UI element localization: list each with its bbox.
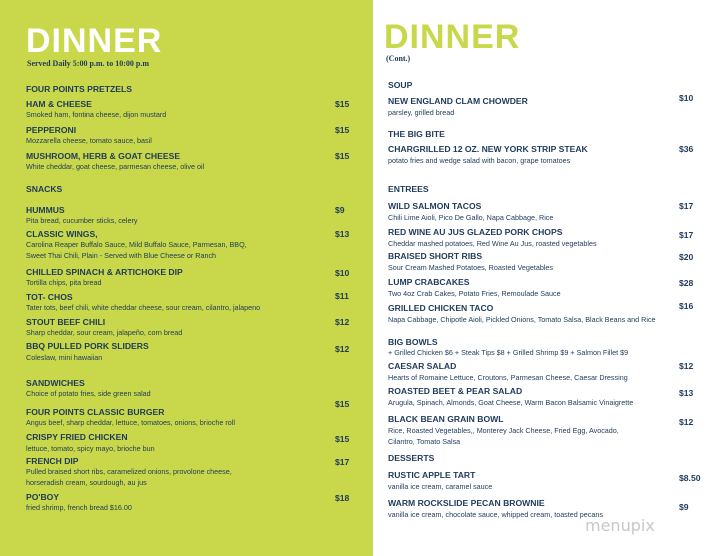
item-price: $12 bbox=[679, 361, 694, 371]
item-price: $13 bbox=[335, 229, 350, 239]
section-entrees: ENTREES bbox=[388, 184, 429, 194]
item-name: HUMMUS bbox=[26, 205, 65, 215]
item-price: $10 bbox=[679, 93, 694, 103]
item-name: CHILLED SPINACH & ARTICHOKE DIP bbox=[26, 267, 183, 277]
item-name: CLASSIC WINGS, bbox=[26, 229, 98, 239]
item-desc: Arugula, Spinach, Almonds, Goat Cheese, Warm Bacon Balsamic Vinaigrette bbox=[388, 398, 634, 407]
item-desc: Sweet Thai Chili, Plain - Served with Blue Cheese or Ranch bbox=[26, 251, 217, 260]
item-desc: Pita bread, cucumber sticks, celery bbox=[26, 216, 138, 225]
item-desc: Carolina Reaper Buffalo Sauce, Mild Buffalo Sauce, Parmesan, BBQ, bbox=[26, 240, 247, 249]
section-pretzels: FOUR POINTS PRETZELS bbox=[26, 84, 132, 94]
item-desc: fried shrimp, french bread $16.00 bbox=[26, 503, 132, 512]
item-price: $15 bbox=[335, 151, 350, 161]
item-desc: Sour Cream Mashed Potatoes, Roasted Vegetables bbox=[388, 263, 554, 272]
right-panel bbox=[373, 0, 720, 556]
cont-subtitle: (Cont.) bbox=[386, 54, 411, 63]
item-name: FRENCH DIP bbox=[26, 456, 79, 466]
item-desc: Smoked ham, fontina cheese, dijon mustard bbox=[26, 110, 167, 119]
item-name: BRAISED SHORT RIBS bbox=[388, 251, 483, 261]
item-desc: parsley, grilled bread bbox=[388, 108, 455, 117]
item-name: ROASTED BEET & PEAR SALAD bbox=[388, 386, 523, 396]
item-name: MUSHROOM, HERB & GOAT CHEESE bbox=[26, 151, 181, 161]
item-name: WARM ROCKSLIDE PECAN BROWNIE bbox=[388, 498, 545, 508]
item-price: $16 bbox=[679, 301, 694, 311]
item-desc: Mozzarella cheese, tomato sauce, basil bbox=[26, 136, 152, 145]
item-desc: Pulled braised short ribs, caramelized onions, provolone cheese, bbox=[26, 467, 232, 476]
item-name: CAESAR SALAD bbox=[388, 361, 457, 371]
hours-subtitle: Served Daily 5:00 p.m. to 10:00 p.m bbox=[27, 59, 149, 68]
item-name: GRILLED CHICKEN TACO bbox=[388, 303, 494, 313]
item-desc: vanilla ice cream, chocolate sauce, whipped cream, toasted pecans bbox=[388, 510, 603, 519]
item-price: $20 bbox=[679, 252, 694, 262]
item-name: RUSTIC APPLE TART bbox=[388, 470, 476, 480]
item-desc: vanilla ice cream, caramel sauce bbox=[388, 482, 493, 491]
item-desc: Cilantro, Tomato Salsa bbox=[388, 437, 461, 446]
item-desc: horseradish cream, sourdough, au jus bbox=[26, 478, 147, 487]
menupix-watermark: menupix bbox=[585, 516, 655, 535]
item-price: $15 bbox=[335, 399, 350, 409]
item-price: $17 bbox=[679, 201, 694, 211]
item-price: $9 bbox=[335, 205, 345, 215]
item-desc: Napa Cabbage, Chipotle Aioli, Pickled Onions, Tomato Salsa, Black Beans and Rice bbox=[388, 315, 656, 324]
item-desc: lettuce, tomato, spicy mayo, brioche bun bbox=[26, 444, 155, 453]
item-price: $12 bbox=[335, 317, 350, 327]
section-soup: SOUP bbox=[388, 80, 413, 90]
item-desc: Two 4oz Crab Cakes, Potato Fries, Remoulade Sauce bbox=[388, 289, 561, 298]
menu-title-cont: DINNER bbox=[384, 18, 521, 56]
section-note: + Grilled Chicken $6 + Steak Tips $8 + Grilled Shrimp $9 + Salmon Fillet $9 bbox=[388, 348, 629, 357]
section-note: Choice of potato fries, side green salad bbox=[26, 389, 151, 398]
item-desc: potato fries and wedge salad with bacon, grape tomatoes bbox=[388, 156, 571, 165]
item-name: FOUR POINTS CLASSIC BURGER bbox=[26, 407, 165, 417]
item-name: PO'BOY bbox=[26, 492, 60, 502]
item-price: $10 bbox=[335, 268, 350, 278]
item-desc: Coleslaw, mini hawaiian bbox=[26, 353, 103, 362]
item-name: PEPPERONI bbox=[26, 125, 77, 135]
item-desc: Sharp cheddar, sour cream, jalapeño, corn bread bbox=[26, 328, 183, 337]
item-desc: Angus beef, sharp cheddar, lettuce, tomatoes, onions, brioche roll bbox=[26, 418, 235, 427]
item-name: RED WINE AU JUS GLAZED PORK CHOPS bbox=[388, 227, 563, 237]
item-price: $17 bbox=[335, 457, 350, 467]
item-price: $15 bbox=[335, 125, 350, 135]
item-desc: Hearts of Romaine Lettuce, Croutons, Parmesan Cheese, Caesar Dressing bbox=[388, 373, 628, 382]
item-desc: Tater tots, beef chili, white cheddar cheese, sour cream, cilantro, jalapeno bbox=[26, 303, 261, 312]
item-name: BLACK BEAN GRAIN BOWL bbox=[388, 414, 504, 424]
item-desc: Chili Lime Aioli, Pico De Gallo, Napa Cabbage, Rice bbox=[388, 213, 554, 222]
item-price: $12 bbox=[679, 417, 694, 427]
section-bowls: BIG BOWLS bbox=[388, 337, 438, 347]
item-name: CHARGRILLED 12 OZ. NEW YORK STRIP STEAK bbox=[388, 144, 588, 154]
item-desc: Tortilla chips, pita bread bbox=[26, 278, 102, 287]
item-desc: White cheddar, goat cheese, parmesan cheese, olive oil bbox=[26, 162, 205, 171]
item-price: $15 bbox=[335, 99, 350, 109]
section-snacks: SNACKS bbox=[26, 184, 63, 194]
item-name: WILD SALMON TACOS bbox=[388, 201, 482, 211]
item-price: $12 bbox=[335, 344, 350, 354]
item-price: $11 bbox=[335, 291, 349, 301]
item-price: $28 bbox=[679, 278, 694, 288]
item-desc: Rice, Roasted Vegetables,, Monterey Jack Cheese, Fried Egg, Avocado, bbox=[388, 426, 619, 435]
item-price: $36 bbox=[679, 144, 694, 154]
section-desserts: DESSERTS bbox=[388, 453, 435, 463]
section-bigbite: THE BIG BITE bbox=[388, 129, 445, 139]
item-name: NEW ENGLAND CLAM CHOWDER bbox=[388, 96, 528, 106]
item-name: STOUT BEEF CHILI bbox=[26, 317, 106, 327]
item-price: $9 bbox=[679, 502, 689, 512]
item-name: CRISPY FRIED CHICKEN bbox=[26, 432, 128, 442]
item-price: $18 bbox=[335, 493, 350, 503]
section-sandwiches: SANDWICHES bbox=[26, 378, 85, 388]
item-price: $15 bbox=[335, 434, 350, 444]
item-desc: Cheddar mashed potatoes, Red Wine Au Jus, roasted vegetables bbox=[388, 239, 597, 248]
item-price: $8.50 bbox=[679, 473, 701, 483]
item-price: $13 bbox=[679, 388, 694, 398]
item-name: HAM & CHEESE bbox=[26, 99, 92, 109]
item-name: LUMP CRABCAKES bbox=[388, 277, 470, 287]
item-name: BBQ PULLED PORK SLIDERS bbox=[26, 341, 149, 351]
menu-title: DINNER bbox=[26, 22, 163, 60]
item-price: $17 bbox=[679, 230, 694, 240]
item-name: TOT- CHOS bbox=[26, 292, 73, 302]
